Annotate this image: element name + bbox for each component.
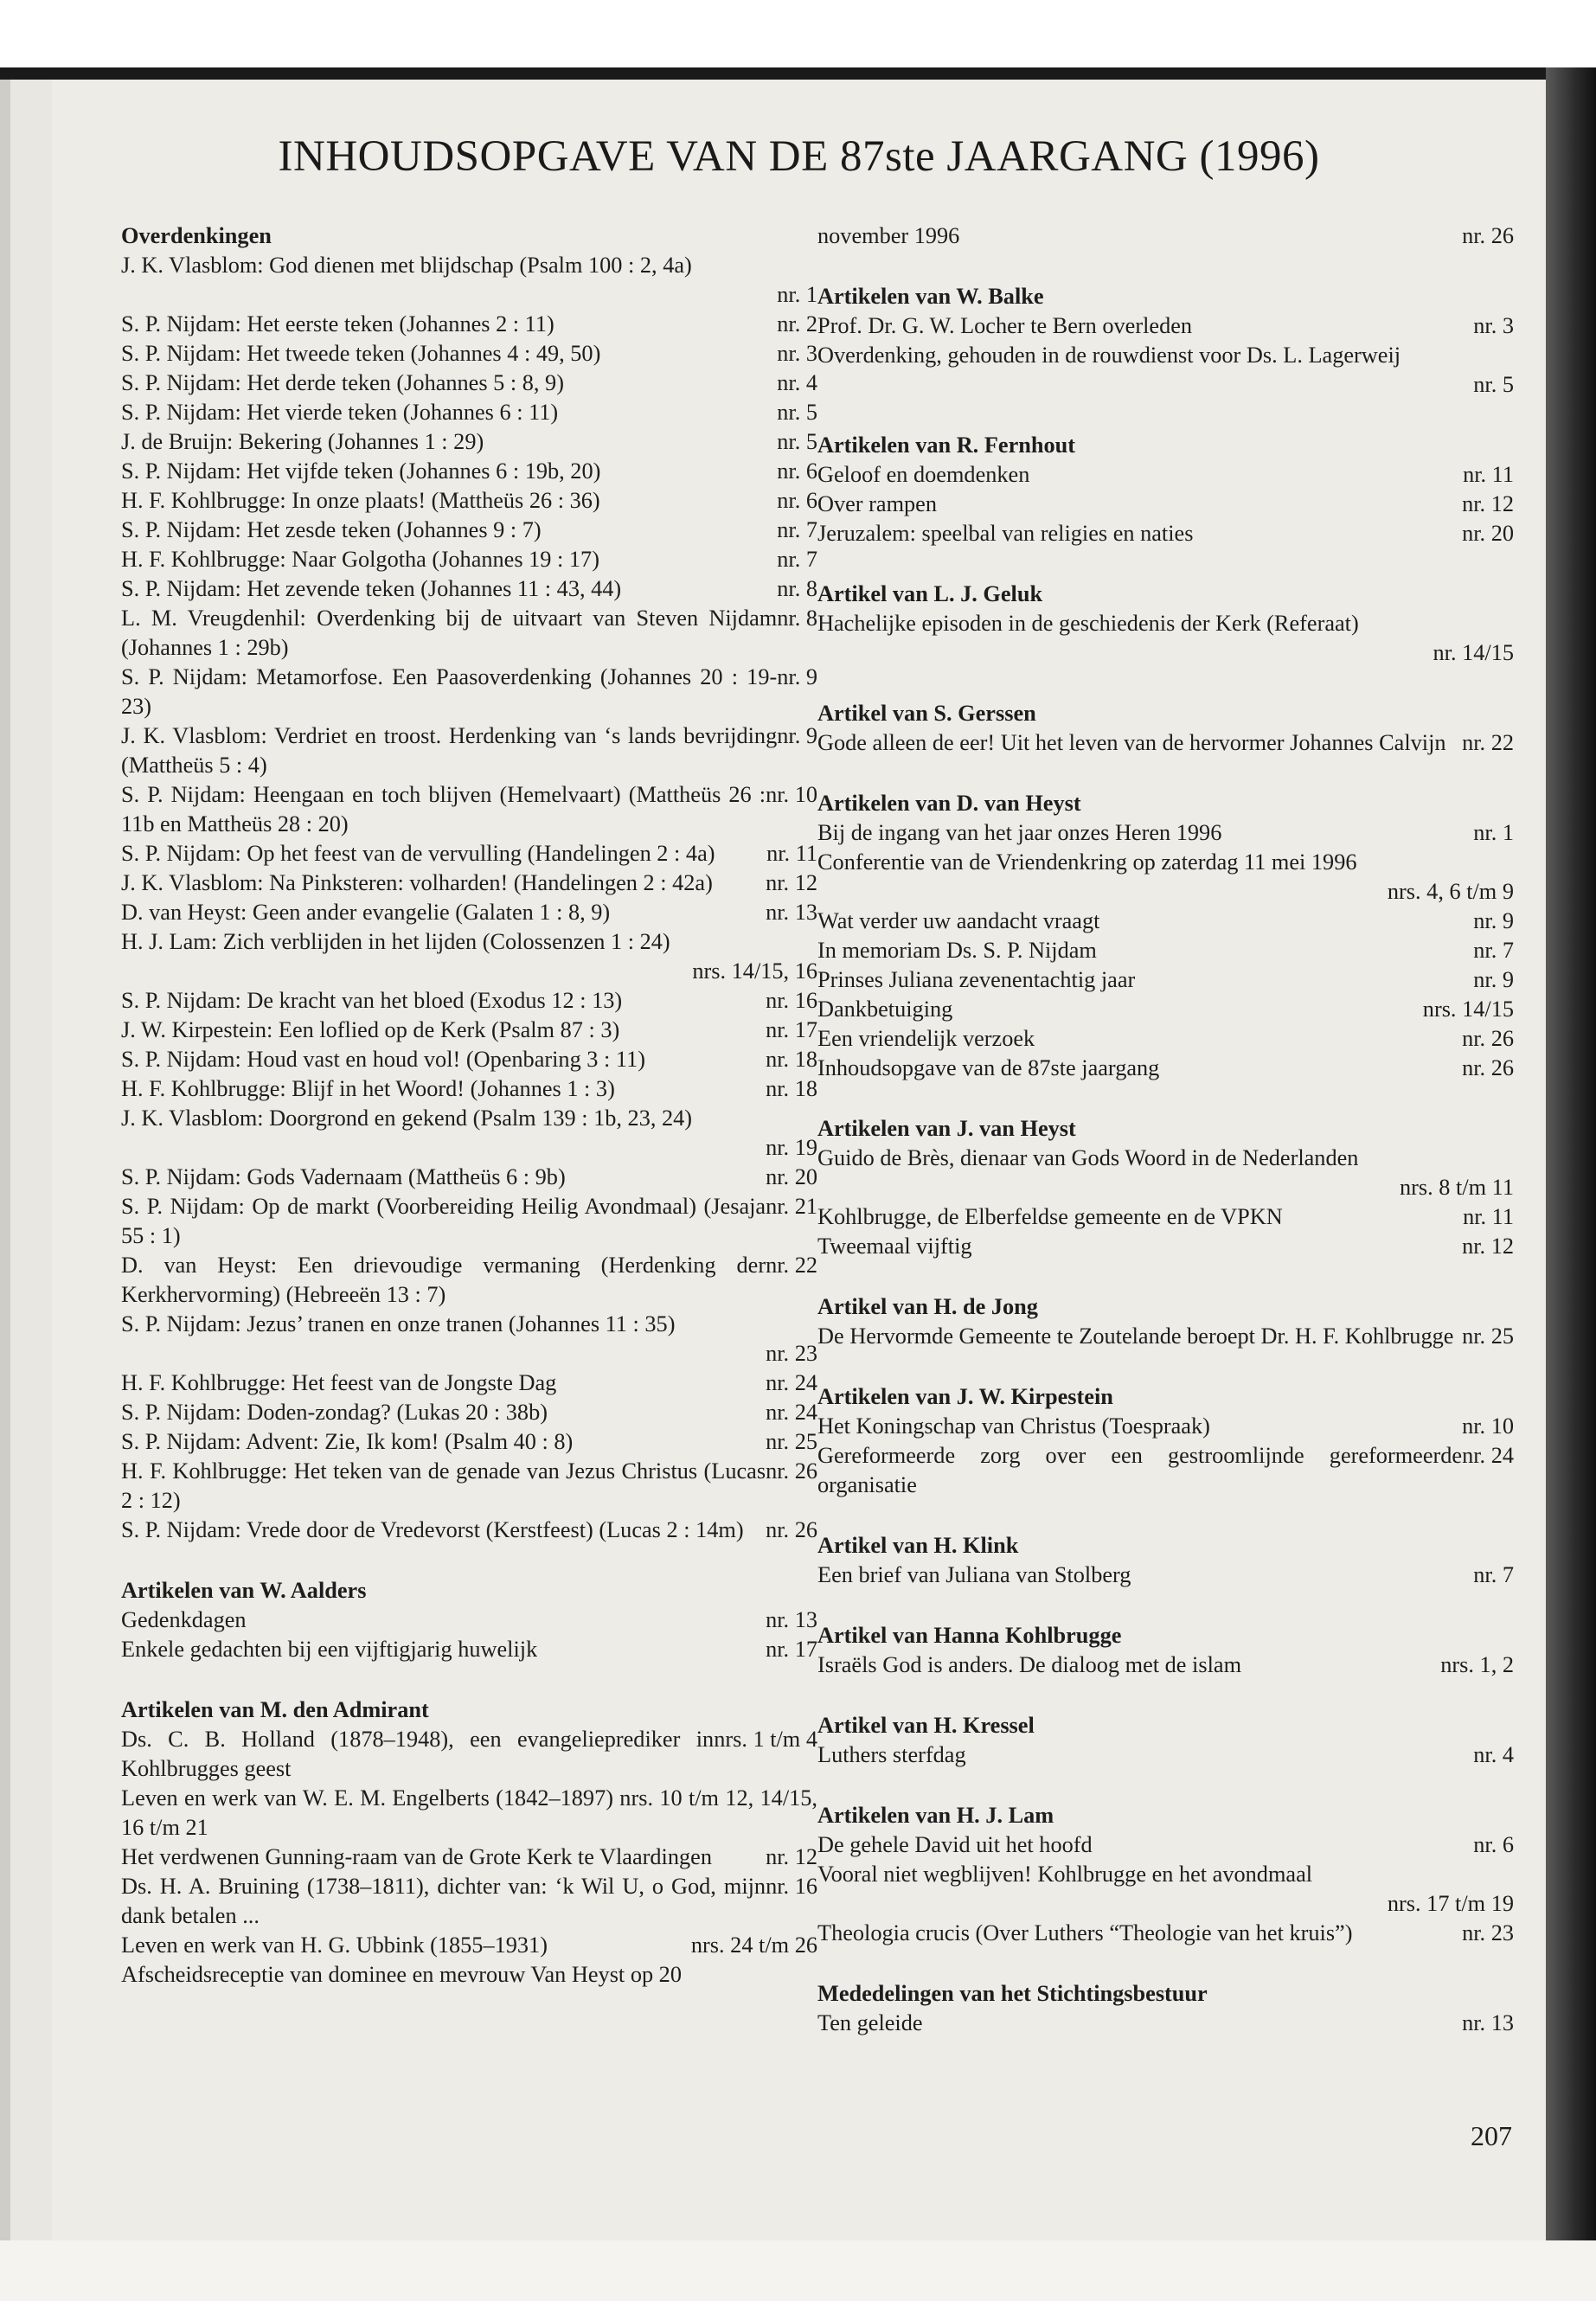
section-heading: Mededelingen van het Stichtingsbestuur xyxy=(817,1981,1208,2006)
index-entry: S. P. Nijdam: Jezus’ tranen en onze tranen (Johannes 11 : 35) xyxy=(121,1311,676,1336)
index-entry: Afscheidsreceptie van dominee en mevrouw Van Heyst op 20 xyxy=(121,1962,682,1987)
section-heading: Artikelen van R. Fernhout xyxy=(817,433,1076,458)
index-entry: H. F. Kohlbrugge: Het feest van de Jongste Dag nr. 24 xyxy=(121,1370,817,1395)
section-heading: Artikel van Hanna Kohlbrugge xyxy=(817,1623,1122,1648)
section-heading: Artikelen van D. van Heyst xyxy=(817,791,1081,816)
index-entry: De gehele David uit het hoofd nr. 6 xyxy=(817,1832,1514,1857)
index-entry: Gedenkdagen nr. 13 xyxy=(121,1607,817,1632)
index-entry: Bij de ingang van het jaar onzes Heren 1996 nr. 1 xyxy=(817,820,1514,845)
index-entry: H. F. Kohlbrugge: Blijf in het Woord! (Johannes 1 : 3) nr. 18 xyxy=(121,1076,817,1101)
index-entry: S. P. Nijdam: Advent: Zie, Ik kom! (Psalm 40 : 8) nr. 25 xyxy=(121,1429,817,1454)
index-entry: S. P. Nijdam: Het vierde teken (Johannes 6 : 11) nr. 5 xyxy=(121,400,817,425)
issue-number: nr. 23 xyxy=(766,1341,817,1366)
issue-number: nrs. 14/15, 16 xyxy=(692,958,817,984)
index-entry: Jeruzalem: speelbal van religies en naties nr. 20 xyxy=(817,521,1514,546)
left-column xyxy=(121,221,817,1990)
index-entry: Enkele gedachten bij een vijftigjarig huwelijk nr. 17 xyxy=(121,1637,817,1662)
index-entry: Vooral niet wegblijven! Kohlbrugge en het avondmaal xyxy=(817,1862,1313,1887)
index-entry: nr. 10 S. P. Nijdam: Heengaan en toch blijven (Hemelvaart) (Mattheüs 26 : 11b en Mattheüs 28 : 20) xyxy=(121,782,817,836)
issue-number: nr. 14/15 xyxy=(1433,640,1514,665)
index-entry: S. P. Nijdam: Het zevende teken (Johannes 11 : 43, 44) nr. 8 xyxy=(121,576,817,601)
book-spine-edge xyxy=(1546,67,1596,2301)
index-entry: Prof. Dr. G. W. Locher te Bern overleden nr. 3 xyxy=(817,313,1514,338)
section-heading: Artikelen van W. Aalders xyxy=(121,1578,367,1603)
index-entry: J. W. Kirpestein: Een loflied op de Kerk (Psalm 87 : 3) nr. 17 xyxy=(121,1017,817,1042)
issue-number: nr. 5 xyxy=(1473,372,1514,397)
scan-bottom-margin xyxy=(0,2240,1596,2301)
index-entry: nr. 22 Gode alleen de eer! Uit het leven van de hervormer Johannes Calvijn xyxy=(817,730,1514,755)
index-entry: S. P. Nijdam: Het eerste teken (Johannes 2 : 11) nr. 2 xyxy=(121,311,817,336)
index-entry: Overdenking, gehouden in de rouwdienst voor Ds. L. Lagerweij xyxy=(817,343,1401,368)
scan-top-margin xyxy=(0,0,1596,67)
index-entry: nr. 24 Gereformeerde zorg over een gestroomlijnde gereformeerde organisatie xyxy=(817,1443,1514,1497)
index-entry: nr. 8 L. M. Vreugdenhil: Overdenking bij de uitvaart van Steven Nijdam (Johannes 1 : 29b) xyxy=(121,606,817,660)
index-entry: Ten geleide nr. 13 xyxy=(817,2010,1514,2035)
right-column xyxy=(817,221,1514,2038)
section-heading: Artikel van H. Kressel xyxy=(817,1713,1035,1738)
index-entry: Prinses Juliana zevenentachtig jaar nr. 9 xyxy=(817,967,1514,992)
index-entry: H. J. Lam: Zich verblijden in het lijden (Colossenzen 1 : 24) xyxy=(121,929,670,954)
index-entry: Over rampen nr. 12 xyxy=(817,491,1514,516)
index-entry: nr. 26 S. P. Nijdam: Vrede door de Vredevorst (Kerstfeest) (Lucas 2 : 14m) xyxy=(121,1517,817,1542)
section-heading: Artikelen van H. J. Lam xyxy=(817,1803,1054,1828)
index-entry: nr. 12 Het verdwenen Gunning-raam van de Grote Kerk te Vlaardingen xyxy=(121,1844,817,1869)
index-entry: H. F. Kohlbrugge: Naar Golgotha (Johannes 19 : 17) nr. 7 xyxy=(121,547,817,572)
index-entry: Leven en werk van H. G. Ubbink (1855–1931) nrs. 24 t/m 26 xyxy=(121,1932,817,1958)
index-entry: nr. 22 D. van Heyst: Een drievoudige vermaning (Herdenking der Kerkhervorming) (Hebreeën 13 : 7) xyxy=(121,1253,817,1307)
index-entry: Tweemaal vijftig nr. 12 xyxy=(817,1234,1514,1259)
index-entry: nrs. 1 t/m 4 Ds. C. B. Holland (1878–1948), een evangelieprediker in Kohlbrugges geest xyxy=(121,1727,817,1781)
index-entry: Dankbetuiging nrs. 14/15 xyxy=(817,997,1514,1022)
index-entry: nr. 9 S. P. Nijdam: Metamorfose. Een Paasoverdenking (Johannes 20 : 19-23) xyxy=(121,664,817,719)
index-entry: Het Koningschap van Christus (Toespraak) nr. 10 xyxy=(817,1413,1514,1439)
index-entry: Wat verder uw aandacht vraagt nr. 9 xyxy=(817,908,1514,933)
index-entry: Hachelijke episoden in de geschiedenis der Kerk (Referaat) xyxy=(817,611,1359,636)
section-heading: Artikel van H. Klink xyxy=(817,1533,1019,1558)
index-entry: Conferentie van de Vriendenkring op zaterdag 11 mei 1996 xyxy=(817,849,1357,875)
issue-number: nr. 19 xyxy=(766,1135,817,1160)
index-entry: nr. 26 H. F. Kohlbrugge: Het teken van de genade van Jezus Christus (Lucas 2 : 12) xyxy=(121,1458,817,1513)
issue-number: nrs. 8 t/m 11 xyxy=(1400,1175,1514,1200)
index-entry: Een brief van Juliana van Stolberg nr. 7 xyxy=(817,1562,1514,1587)
index-entry: Guido de Brès, dienaar van Gods Woord in de Nederlanden xyxy=(817,1145,1359,1170)
index-entry: november 1996 nr. 26 xyxy=(817,223,1514,248)
index-entry: S. P. Nijdam: Het tweede teken (Johannes 4 : 49, 50) nr. 3 xyxy=(121,341,817,366)
index-entry: S. P. Nijdam: Het derde teken (Johannes 5 : 8, 9) nr. 4 xyxy=(121,370,817,395)
section-heading: Artikel van H. de Jong xyxy=(817,1294,1038,1319)
index-entry: S. P. Nijdam: Gods Vadernaam (Mattheüs 6 : 9b) nr. 20 xyxy=(121,1164,817,1189)
issue-number: nr. 1 xyxy=(777,282,817,307)
section-heading: Artikelen van J. W. Kirpestein xyxy=(817,1384,1113,1409)
section-heading: Artikelen van M. den Admirant xyxy=(121,1697,429,1722)
index-entry: S. P. Nijdam: De kracht van het bloed (Exodus 12 : 13) nr. 16 xyxy=(121,988,817,1013)
index-entry: Leven en werk van W. E. M. Engelberts (1842–1897) nrs. 10 t/m 12, 14/15, 16 t/m 21 xyxy=(121,1785,817,1840)
index-entry: nr. 12 J. K. Vlasblom: Na Pinksteren: volharden! (Handelingen 2 : 42a) xyxy=(121,870,817,895)
section-heading: Artikel van S. Gerssen xyxy=(817,701,1036,726)
section-heading: Artikelen van J. van Heyst xyxy=(817,1116,1076,1141)
book-edge-top xyxy=(0,67,1596,80)
index-entry: J. K. Vlasblom: God dienen met blijdschap (Psalm 100 : 2, 4a) xyxy=(121,253,692,278)
index-entry: nr. 9 J. K. Vlasblom: Verdriet en troost. Herdenking van ‘s lands bevrijding (Mattheüs 5 : 4) xyxy=(121,723,817,778)
index-entry: H. F. Kohlbrugge: In onze plaats! (Mattheüs 26 : 36) nr. 6 xyxy=(121,488,817,513)
document-page xyxy=(52,80,1546,2240)
issue-number: nrs. 17 t/m 19 xyxy=(1387,1891,1514,1916)
page-number: 207 xyxy=(1471,2120,1512,2151)
index-entry: nr. 21 S. P. Nijdam: Op de markt (Voorbereiding Heilig Avondmaal) (Jesaja 55 : 1) xyxy=(121,1194,817,1248)
index-entry: Inhoudsopgave van de 87ste jaargang nr. 26 xyxy=(817,1055,1514,1080)
index-entry: Kohlbrugge, de Elberfeldse gemeente en de VPKN nr. 11 xyxy=(817,1204,1514,1229)
index-entry: Een vriendelijk verzoek nr. 26 xyxy=(817,1026,1514,1051)
book-edge-left xyxy=(0,80,10,2301)
index-entry: Geloof en doemdenken nr. 11 xyxy=(817,462,1514,487)
section-heading: Overdenkingen xyxy=(121,223,272,248)
index-entry: nr. 11 S. P. Nijdam: Op het feest van de vervulling (Handelingen 2 : 4a) xyxy=(121,841,817,866)
page-title: INHOUDSOPGAVE VAN DE 87ste JAARGANG (1996) xyxy=(278,132,1320,181)
index-entry: Israëls God is anders. De dialoog met de islam nrs. 1, 2 xyxy=(817,1652,1514,1677)
index-entry: J. K. Vlasblom: Doorgrond en gekend (Psalm 139 : 1b, 23, 24) xyxy=(121,1106,693,1131)
index-entry: In memoriam Ds. S. P. Nijdam nr. 7 xyxy=(817,938,1514,963)
section-heading: Artikelen van W. Balke xyxy=(817,284,1044,309)
issue-number: nrs. 4, 6 t/m 9 xyxy=(1387,879,1514,904)
index-entry: nr. 16 Ds. H. A. Bruining (1738–1811), dichter van: ‘k Wil U, o God, mijn dank betalen ... xyxy=(121,1874,817,1928)
index-entry: J. de Bruijn: Bekering (Johannes 1 : 29) nr. 5 xyxy=(121,429,817,454)
index-entry: S. P. Nijdam: Het zesde teken (Johannes 9 : 7) nr. 7 xyxy=(121,517,817,542)
section-heading: Artikel van L. J. Geluk xyxy=(817,581,1043,606)
index-entry: S. P. Nijdam: Doden-zondag? (Lukas 20 : 38b) nr. 24 xyxy=(121,1400,817,1425)
index-entry: S. P. Nijdam: Houd vast en houd vol! (Openbaring 3 : 11) nr. 18 xyxy=(121,1047,817,1072)
index-entry: Luthers sterfdag nr. 4 xyxy=(817,1742,1514,1767)
index-entry: D. van Heyst: Geen ander evangelie (Galaten 1 : 8, 9) nr. 13 xyxy=(121,900,817,925)
index-entry: S. P. Nijdam: Het vijfde teken (Johannes 6 : 19b, 20) nr. 6 xyxy=(121,458,817,484)
index-entry: nr. 25 De Hervormde Gemeente te Zoutelande beroept Dr. H. F. Kohlbrugge xyxy=(817,1324,1514,1349)
index-entry: nr. 23 Theologia crucis (Over Luthers “Theologie van het kruis”) xyxy=(817,1920,1514,1945)
